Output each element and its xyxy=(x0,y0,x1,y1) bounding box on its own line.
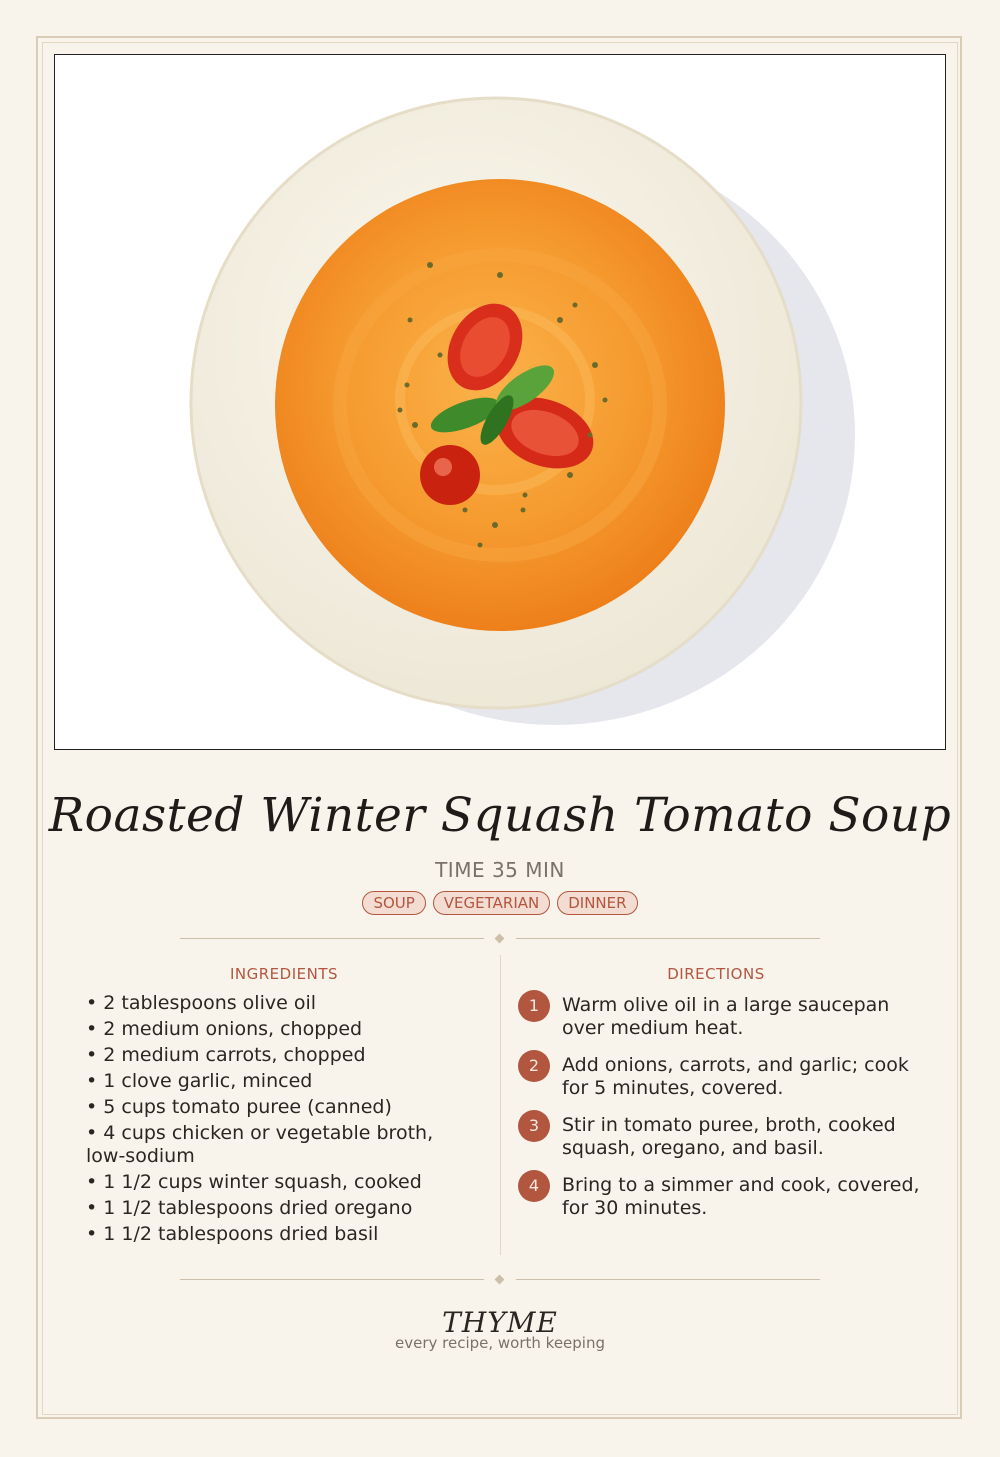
diamond-ornament-icon xyxy=(495,934,505,944)
ingredient-item: • 2 medium onions, chopped xyxy=(86,1018,363,1040)
ingredient-item: • 1 clove garlic, minced xyxy=(86,1070,313,1092)
column-separator xyxy=(500,955,501,1255)
ingredient-item: • 2 tablespoons olive oil xyxy=(86,992,317,1014)
directions-list xyxy=(518,990,928,1230)
tag-dinner[interactable]: DINNER xyxy=(557,891,637,915)
divider-line xyxy=(516,938,820,939)
ingredient-item: • 1 1/2 tablespoons dried oregano xyxy=(86,1197,413,1219)
tag-vegetarian[interactable]: VEGETARIAN xyxy=(433,891,550,915)
ingredients-list xyxy=(86,992,486,1249)
step-number-badge: 3 xyxy=(518,1110,550,1142)
step-number-badge: 4 xyxy=(518,1170,550,1202)
direction-step xyxy=(518,1050,928,1110)
recipe-title: Roasted Winter Squash Tomato Soup xyxy=(48,788,952,843)
direction-step xyxy=(518,1170,928,1230)
step-text: Bring to a simmer and cook, covered, for 30 minutes. xyxy=(562,1174,920,1219)
directions-heading: DIRECTIONS xyxy=(667,965,765,983)
tag-list xyxy=(0,891,1000,915)
ingredient-item: • 1 1/2 tablespoons dried basil xyxy=(86,1223,379,1245)
step-number-badge: 1 xyxy=(518,990,550,1022)
step-number-badge: 2 xyxy=(518,1050,550,1082)
direction-step xyxy=(518,990,928,1050)
step-text: Add onions, carrots, and garlic; cook for 5 minutes, covered. xyxy=(562,1054,909,1099)
ingredient-item: • 4 cups chicken or vegetable broth, low-sodium xyxy=(86,1122,434,1167)
step-text: Stir in tomato puree, broth, cooked squash, oregano, and basil. xyxy=(562,1114,896,1159)
divider-line xyxy=(180,938,484,939)
bottom-divider xyxy=(180,1274,820,1286)
tag-soup[interactable]: SOUP xyxy=(362,891,425,915)
soup-photo xyxy=(54,54,946,750)
ingredients-heading: INGREDIENTS xyxy=(229,965,339,983)
diamond-ornament-icon xyxy=(495,1275,505,1285)
step-text: Warm olive oil in a large saucepan over medium heat. xyxy=(562,994,890,1039)
cook-time: TIME 35 MIN xyxy=(435,858,565,882)
top-divider xyxy=(180,933,820,945)
brand-tagline: every recipe, worth keeping xyxy=(394,1334,605,1352)
ingredient-item: • 1 1/2 cups winter squash, cooked xyxy=(86,1171,422,1193)
ingredient-item: • 5 cups tomato puree (canned) xyxy=(86,1096,392,1118)
ingredient-item: • 2 medium carrots, chopped xyxy=(86,1044,366,1066)
brand-logo: THYME xyxy=(442,1306,558,1339)
divider-line xyxy=(180,1279,484,1280)
divider-line xyxy=(516,1279,820,1280)
direction-step xyxy=(518,1110,928,1170)
